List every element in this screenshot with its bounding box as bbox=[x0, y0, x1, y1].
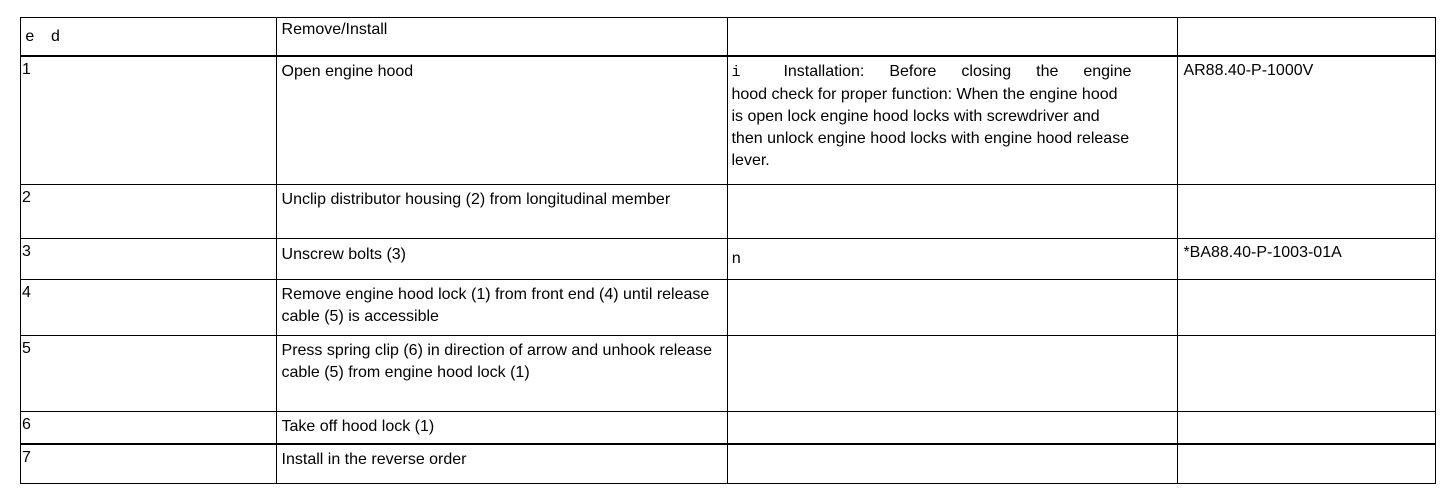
reference-link bbox=[1178, 336, 1436, 412]
step-number: 6 bbox=[21, 412, 277, 444]
step-number: 7 bbox=[21, 444, 277, 484]
table-row bbox=[21, 444, 1436, 484]
action-text: Install in the reverse order bbox=[276, 444, 728, 484]
table-header-row bbox=[21, 18, 1436, 56]
header-reference bbox=[1178, 18, 1436, 56]
header-step-label: e d bbox=[21, 18, 277, 56]
note-icon: n bbox=[728, 239, 1178, 280]
note-word: Installation: bbox=[783, 62, 865, 80]
action-text: Unscrew bolts (3) bbox=[276, 239, 728, 280]
note-text bbox=[728, 185, 1178, 239]
table-row bbox=[21, 185, 1436, 239]
note-text bbox=[728, 412, 1178, 444]
note-word: engine bbox=[1083, 62, 1132, 80]
reference-link[interactable]: AR88.40-P-1000V bbox=[1178, 56, 1436, 185]
step-number: 4 bbox=[21, 280, 277, 336]
note-text bbox=[728, 280, 1178, 336]
note-cell bbox=[728, 56, 1178, 185]
step-number: 5 bbox=[21, 336, 277, 412]
action-text: Take off hood lock (1) bbox=[276, 412, 728, 444]
table-row bbox=[21, 56, 1436, 185]
info-icon: i bbox=[731, 63, 741, 81]
note-word: closing bbox=[961, 62, 1012, 80]
note-word: Before bbox=[889, 62, 937, 80]
step-number: 2 bbox=[21, 185, 277, 239]
table-row bbox=[21, 239, 1436, 280]
action-text: Unclip distributor housing (2) from longitudinal member bbox=[276, 185, 728, 239]
reference-link bbox=[1178, 280, 1436, 336]
reference-link bbox=[1178, 185, 1436, 239]
step-number: 1 bbox=[21, 56, 277, 185]
note-word: the bbox=[1036, 62, 1059, 80]
note-text: hood check for proper function: When the engine hood is open lock engine hood locks with screwdriver and then unlock engine hood locks with engine hood release lever. bbox=[731, 85, 1130, 169]
note-text bbox=[728, 444, 1178, 484]
table-row bbox=[21, 412, 1436, 444]
note-first-line bbox=[731, 61, 1131, 84]
reference-link bbox=[1178, 412, 1436, 444]
reference-link[interactable]: *BA88.40-P-1003-01A bbox=[1178, 239, 1436, 280]
header-title: Remove/Install bbox=[276, 18, 728, 56]
table-row bbox=[21, 336, 1436, 412]
reference-link bbox=[1178, 444, 1436, 484]
step-number: 3 bbox=[21, 239, 277, 280]
table-row bbox=[21, 280, 1436, 336]
note-text bbox=[728, 336, 1178, 412]
action-text: Remove engine hood lock (1) from front end (4) until release cable (5) is accessible bbox=[276, 280, 728, 336]
action-text: Press spring clip (6) in direction of arrow and unhook release cable (5) from engine hood lock (1) bbox=[276, 336, 728, 412]
action-text: Open engine hood bbox=[276, 56, 728, 185]
header-note bbox=[728, 18, 1178, 56]
procedure-table bbox=[20, 17, 1436, 484]
